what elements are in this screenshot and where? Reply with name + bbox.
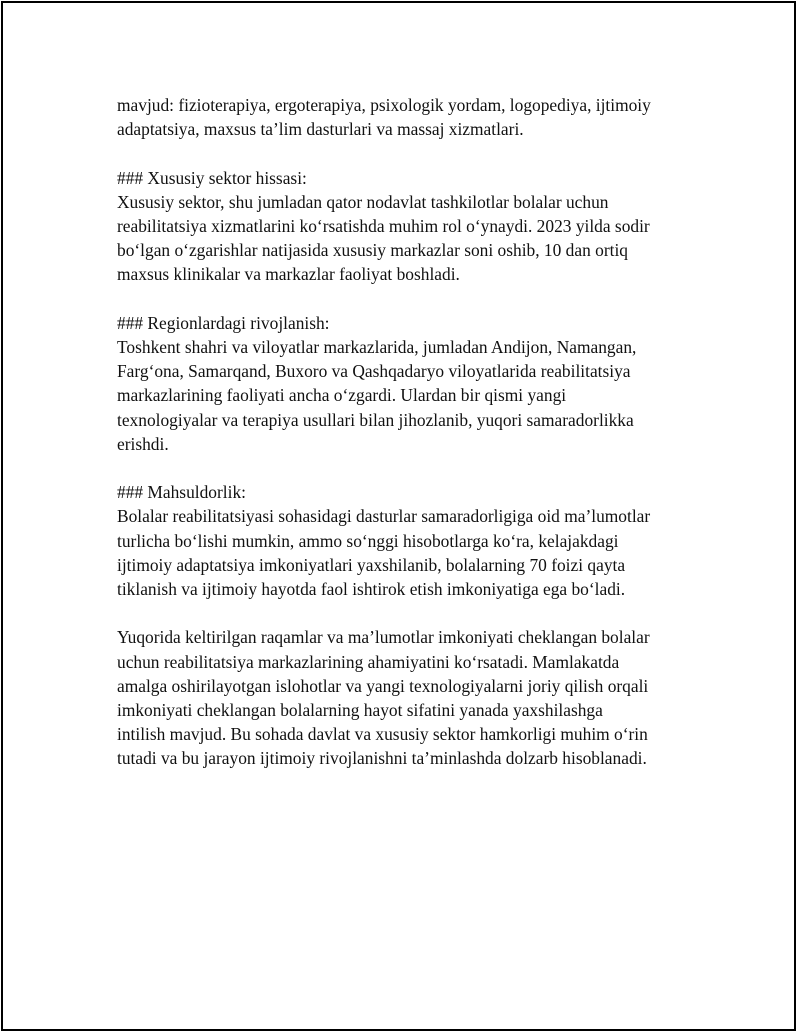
text-line: mavjud: fizioterapiya, ergoterapiya, psixologik yordam, logopediya, ijtimoiy bbox=[117, 95, 651, 115]
section-heading: ### Regionlardagi rivojlanish: bbox=[117, 312, 330, 333]
section-heading: ### Mahsuldorlik: bbox=[117, 482, 246, 503]
section-productivity bbox=[117, 480, 707, 601]
text-line: amalga oshirilayotgan islohotlar va yangi texnologiyalarni joriy qilish orqali bbox=[117, 675, 649, 696]
text-line: Xususiy sektor, shu jumladan qator nodavlat tashkilotlar bolalar uchun bbox=[117, 191, 609, 212]
paragraph-conclusion bbox=[117, 625, 707, 770]
text-line: reabilitatsiya xizmatlarini ko‘rsatishda muhim rol o‘ynaydi. 2023 yilda sodir bbox=[117, 216, 650, 236]
text-line: Bolalar reabilitatsiyasi sohasidagi dasturlar samaradorligiga oid ma’lumotlar bbox=[117, 506, 651, 527]
document-body bbox=[117, 93, 707, 795]
section-heading: ### Xususiy sektor hissasi: bbox=[117, 167, 307, 188]
text-line: adaptatsiya, maxsus ta’lim dasturlari va massaj xizmatlari. bbox=[117, 119, 524, 140]
text-line: maxsus klinikalar va markazlar faoliyat boshladi. bbox=[117, 264, 460, 285]
text-line: turlicha bo‘lishi mumkin, ammo so‘nggi hisobotlarga ko‘ra, kelajakdagi bbox=[117, 530, 619, 551]
section-regional-development bbox=[117, 311, 707, 456]
text-line: tiklanish va ijtimoiy hayotda faol ishtirok etish imkoniyatiga ega bo‘ladi. bbox=[117, 579, 626, 600]
text-line: erishdi. bbox=[117, 433, 169, 454]
text-line: markazlarining faoliyati ancha o‘zgardi. Ulardan bir qismi yangi bbox=[117, 385, 567, 406]
text-line: bo‘lgan o‘zgarishlar natijasida xususiy markazlar soni oshib, 10 dan ortiq bbox=[117, 240, 628, 261]
text-line: Farg‘ona, Samarqand, Buxoro va Qashqadaryo viloyatlarida reabilitatsiya bbox=[117, 361, 631, 382]
text-line: tutadi va bu jarayon ijtimoiy rivojlanishni ta’minlashda dolzarb hisoblanadi. bbox=[117, 748, 647, 769]
text-line: texnologiyalar va terapiya usullari bilan jihozlanib, yuqori samaradorlikka bbox=[117, 409, 634, 430]
text-line: Yuqorida keltirilgan raqamlar va ma’lumotlar imkoniyati cheklangan bolalar bbox=[117, 627, 650, 648]
text-line: Toshkent shahri va viloyatlar markazlarida, jumladan Andijon, Namangan, bbox=[117, 337, 637, 357]
text-line: intilish mavjud. Bu sohada davlat va xususiy sektor hamkorligi muhim o‘rin bbox=[117, 724, 648, 745]
text-line: imkoniyati cheklangan bolalarning hayot sifatini yanada yaxshilashga bbox=[117, 700, 603, 721]
text-line: ijtimoiy adaptatsiya imkoniyatlari yaxshilanib, bolalarning 70 foizi qayta bbox=[117, 554, 626, 575]
text-line: uchun reabilitatsiya markazlarining ahamiyatini ko‘rsatadi. Mamlakatda bbox=[117, 651, 620, 672]
paragraph-rehab-services bbox=[117, 93, 707, 141]
section-private-sector bbox=[117, 166, 707, 287]
